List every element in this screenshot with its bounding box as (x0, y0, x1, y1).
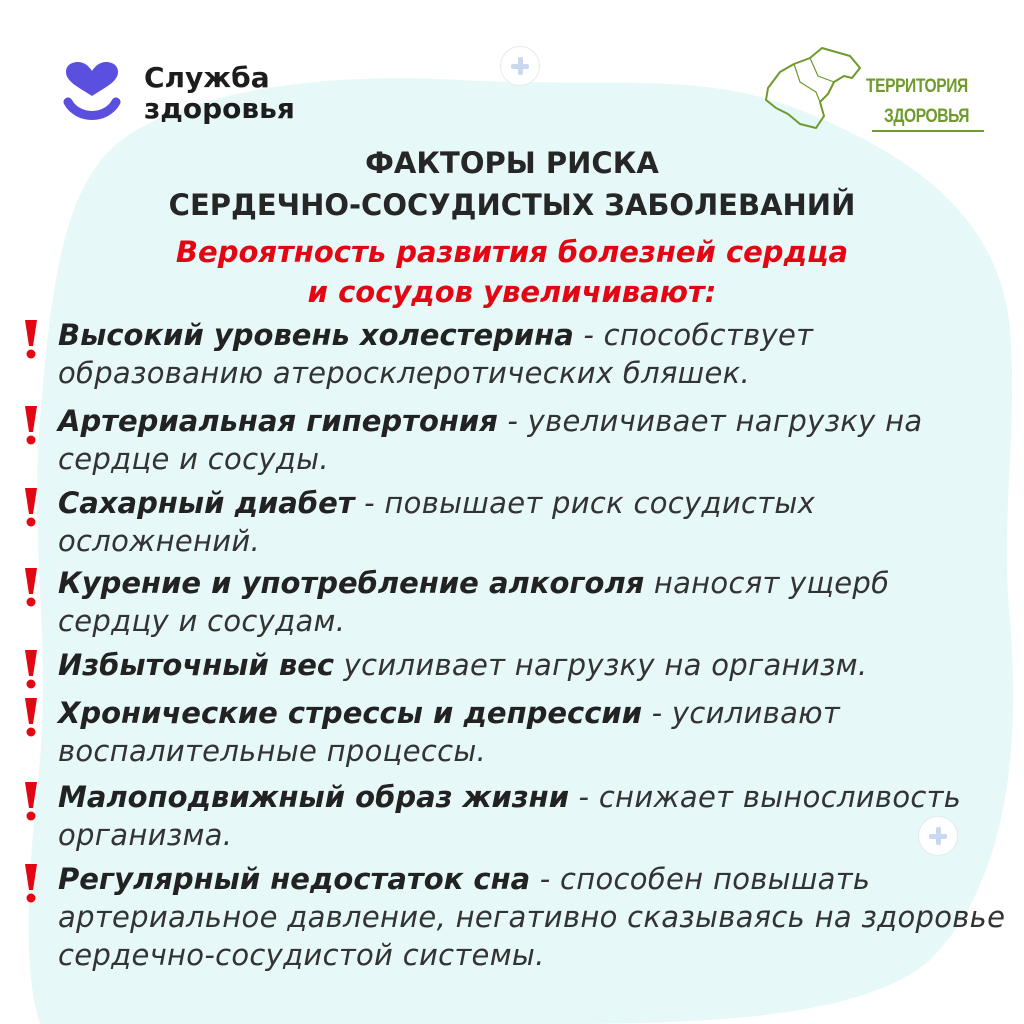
factor-name: Избыточный вес (58, 648, 335, 682)
title-line2: СЕРДЕЧНО-СОСУДИСТЫХ ЗАБОЛЕВАНИЙ (168, 188, 856, 222)
subtitle-line1: Вероятность развития болезней сердца (175, 235, 849, 269)
factor-name: Хронические стрессы и депрессии (58, 696, 643, 730)
exclamation-icon (20, 696, 42, 738)
factor-name: Регулярный недостаток сна (58, 862, 531, 896)
factor-description: - повышает риск сосудистых осложнений. (58, 486, 816, 558)
factor-name: Артериальная гипертония (58, 404, 498, 438)
factor-description: - способствует образованию атеросклеротических бляшек. (58, 318, 814, 390)
factor-name: Сахарный диабет (58, 486, 355, 520)
logo-right-underline (872, 130, 984, 132)
logo-left-line2: здоровья (144, 92, 295, 125)
exclamation-icon (20, 404, 42, 446)
factor-name: Высокий уровень холестерина (58, 318, 574, 352)
territoriya-zdorovya-logo (760, 42, 986, 136)
exclamation-icon (20, 486, 42, 528)
exclamation-icon (20, 648, 42, 690)
title-line1: ФАКТОРЫ РИСКА (365, 146, 659, 180)
exclamation-icon (20, 780, 42, 822)
region-map-icon (760, 42, 870, 136)
factor-description: наносят ущерб сердцу и сосудам. (58, 566, 890, 638)
logo-left-line1: Служба (144, 61, 270, 94)
sluzhba-zdorovya-logo (62, 62, 295, 124)
heart-smile-icon (62, 62, 122, 124)
factor-description: - снижает выносливость организма. (58, 780, 962, 852)
exclamation-icon (20, 318, 42, 360)
exclamation-icon (20, 862, 42, 904)
page-subtitle (0, 232, 1024, 312)
factor-description: - способен повышать артериальное давление, негативно сказываясь на здоровье сердечно-сосудистой системы. (58, 862, 1006, 972)
factor-name: Малоподвижный образ жизни (58, 780, 570, 814)
logo-right-line2: ЗДОРОВЬЯ (884, 106, 970, 127)
page-title (0, 142, 1024, 226)
factor-description: - увеличивает нагрузку на сердце и сосуды. (58, 404, 923, 476)
factor-name: Курение и употребление алкоголя (58, 566, 645, 600)
plus-icon (500, 46, 540, 86)
factor-description: усиливает нагрузку на организм. (334, 648, 868, 682)
exclamation-icon (20, 566, 42, 608)
subtitle-line2: и сосудов увеличивают: (307, 275, 717, 309)
logo-right-line1: ТЕРРИТОРИЯ (866, 76, 968, 97)
factor-description: - усиливают воспалительные процессы. (58, 696, 841, 768)
